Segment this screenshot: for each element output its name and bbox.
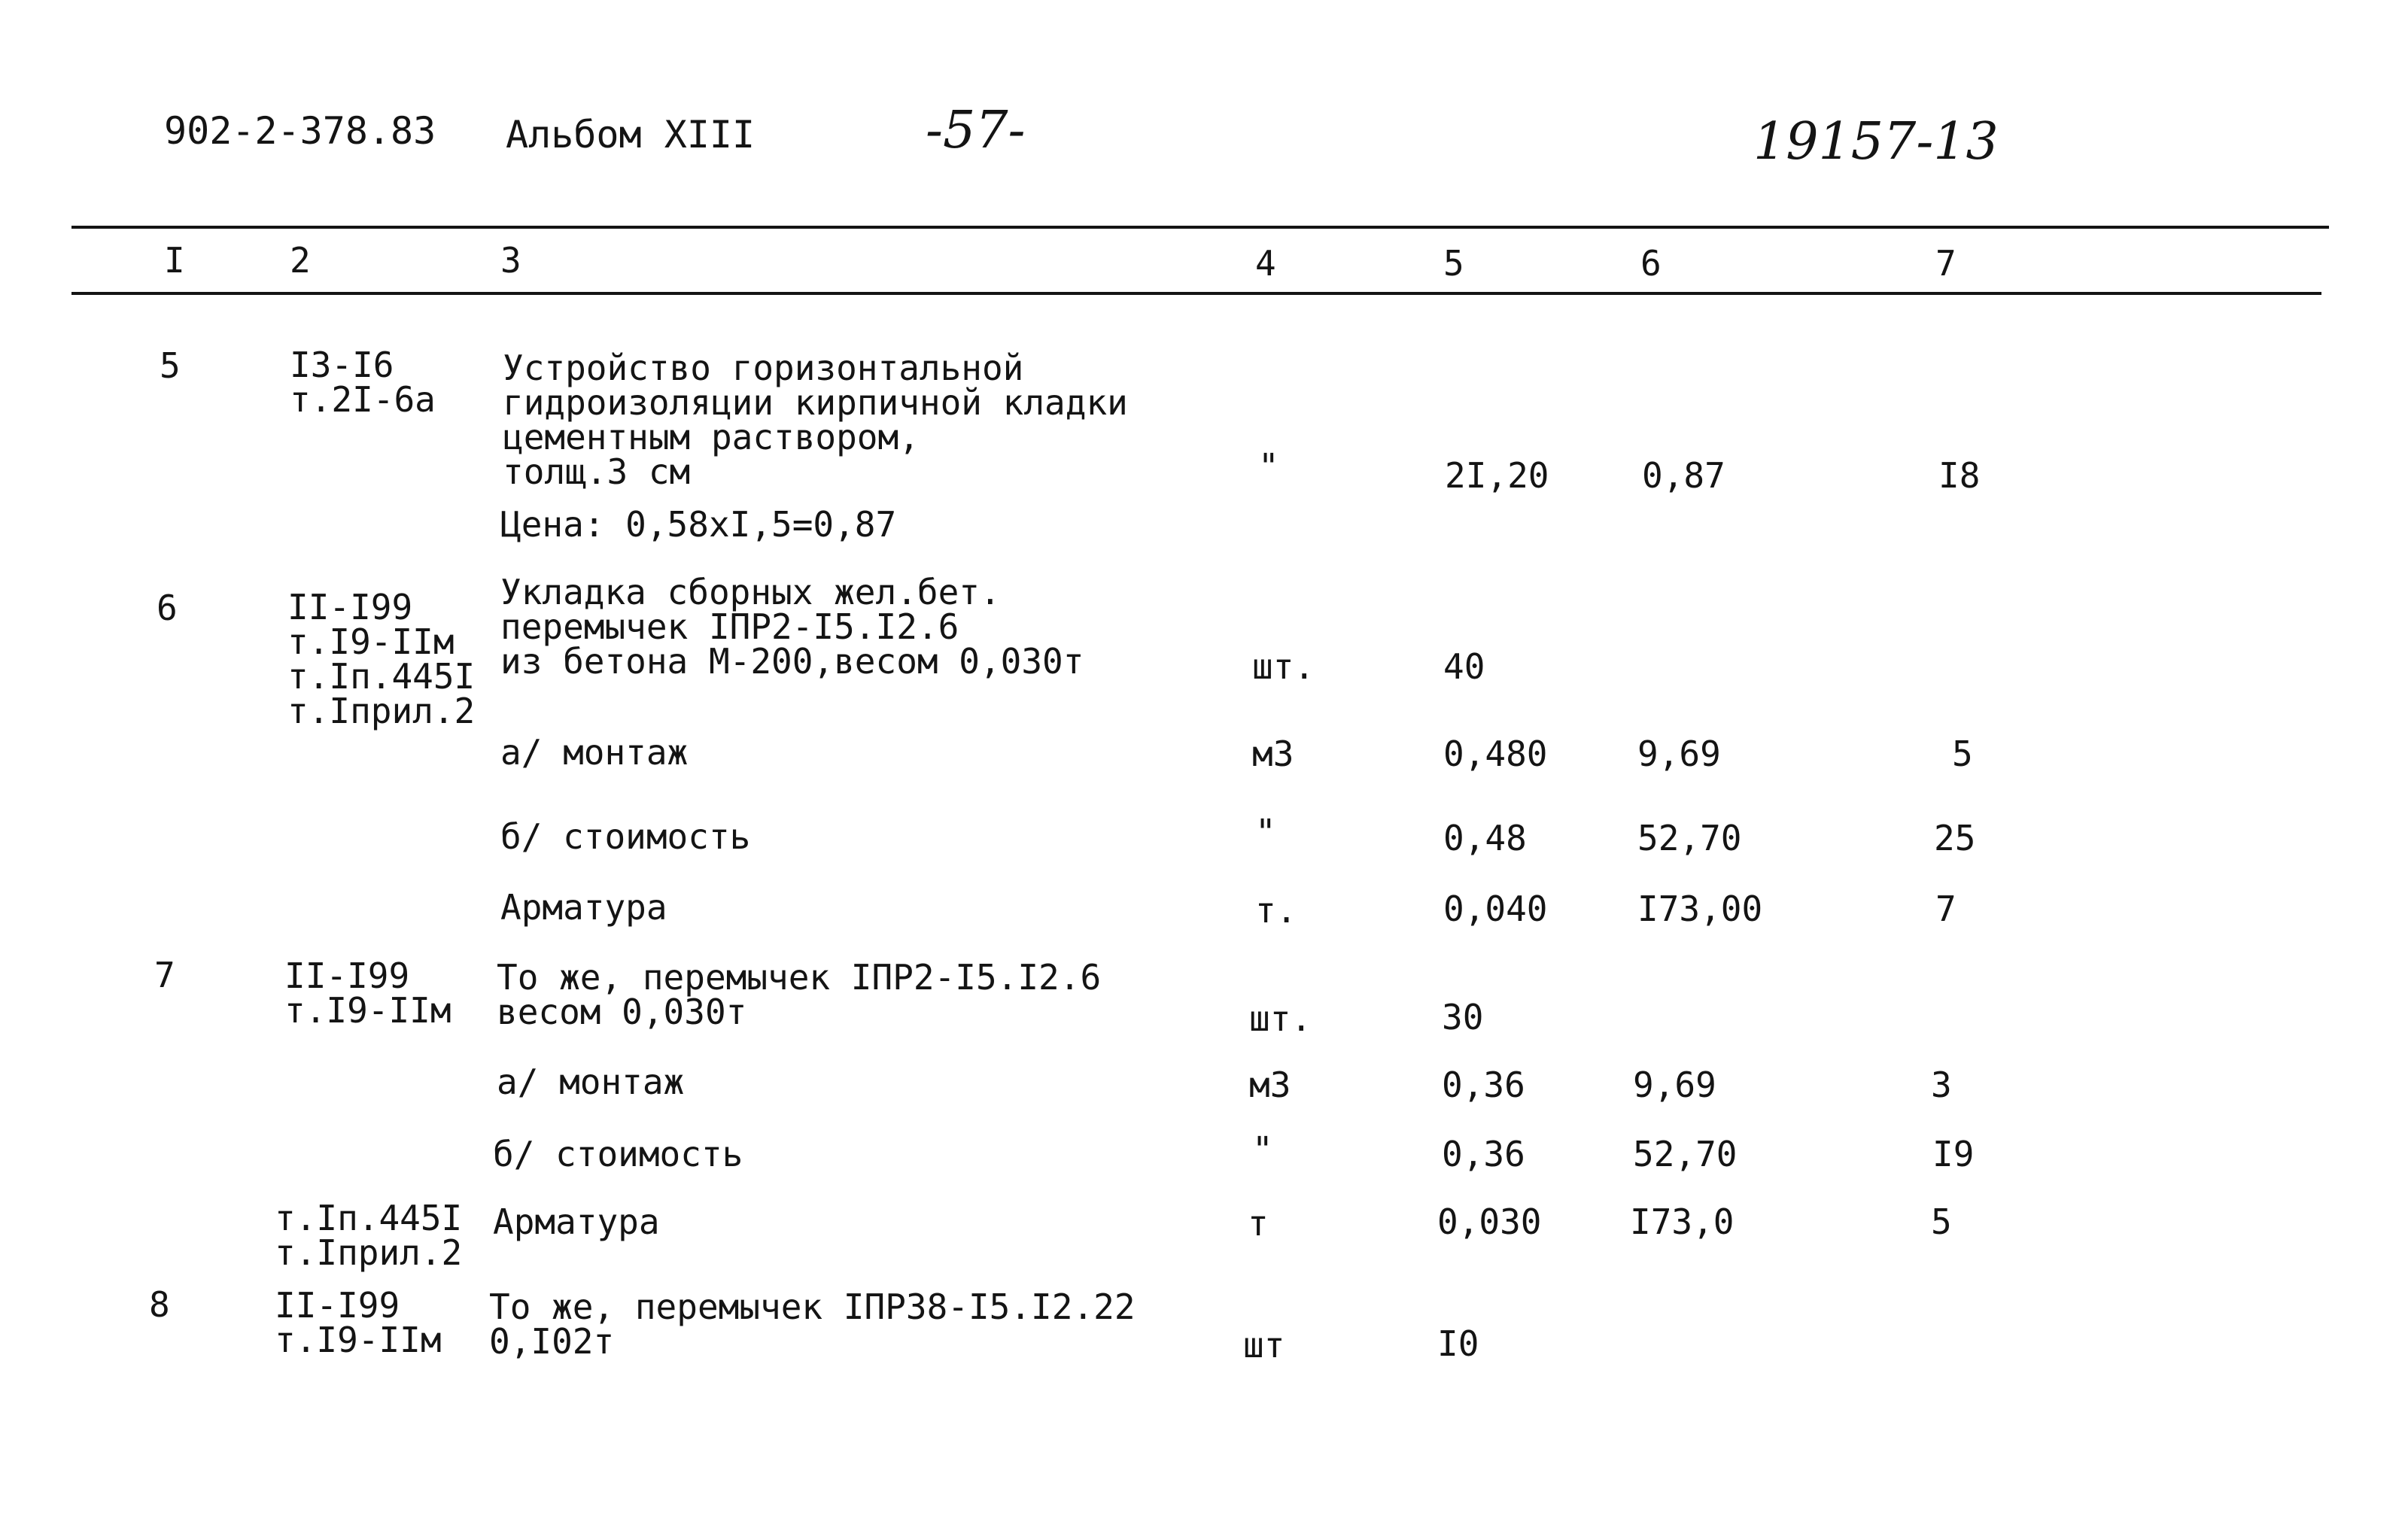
inventory-number: 19157-13 [1753, 112, 1999, 172]
unit-cell: шт [1243, 1325, 1285, 1365]
price-cell: 52,70 [1637, 818, 1742, 858]
sub-item-label: Арматура [493, 1201, 660, 1242]
work-description-line: перемычек IПР2-I5.I2.6 [500, 606, 959, 647]
quantity-cell: 0,36 [1442, 1065, 1525, 1105]
row-number: 5 [160, 345, 181, 386]
work-description-line: весом 0,030т [497, 992, 747, 1032]
work-description-line: толщ.3 см [503, 451, 691, 492]
total-cell: I8 [1938, 455, 1981, 496]
unit-cell: т [1248, 1203, 1269, 1244]
table-top-rule [71, 226, 2329, 229]
quantity-cell: 0,040 [1443, 889, 1548, 929]
price-cell: I73,0 [1630, 1201, 1735, 1242]
column-header-6: 6 [1640, 243, 1662, 284]
quantity-cell: I0 [1437, 1323, 1479, 1364]
page-number: -57- [926, 101, 1026, 160]
norm-reference [275, 1198, 463, 1273]
table-header-rule [71, 292, 2321, 295]
work-description-line: То же, перемычек IПР2-I5.I2.6 [497, 957, 1102, 998]
total-cell: 3 [1931, 1065, 1952, 1105]
norm-reference [284, 955, 451, 1031]
quantity-cell: 0,36 [1442, 1134, 1525, 1174]
quantity-cell: 0,030 [1437, 1201, 1542, 1242]
total-cell: I9 [1932, 1134, 1975, 1174]
quantity-cell: 30 [1442, 997, 1484, 1037]
price-cell: I73,00 [1637, 889, 1763, 929]
column-header-4: 4 [1255, 243, 1276, 284]
column-header-7: 7 [1935, 243, 1956, 284]
sub-item-label: а/ монтаж [500, 732, 689, 773]
row-number: 8 [149, 1284, 170, 1325]
unit-cell: шт. [1249, 998, 1312, 1039]
quantity-cell: 0,480 [1443, 734, 1548, 774]
quantity-cell: 0,48 [1443, 818, 1527, 858]
unit-cell: м3 [1249, 1065, 1291, 1105]
total-cell: 25 [1934, 818, 1976, 858]
document-number: 902-2-378.83 [164, 109, 436, 153]
norm-reference-line: т.Iприл.2 [275, 1232, 463, 1273]
column-header-3: 3 [500, 240, 521, 281]
norm-reference [275, 1285, 442, 1360]
total-cell: 7 [1935, 889, 1956, 929]
price-cell: 52,70 [1633, 1134, 1738, 1174]
work-description-line: Укладка сборных жел.бет. [500, 572, 1001, 612]
sub-item-label: а/ монтаж [497, 1062, 685, 1102]
norm-reference-line: II-I99 [275, 1285, 400, 1326]
work-description [503, 348, 1128, 492]
row-number: 6 [157, 588, 178, 628]
album-label: Альбом XIII [506, 113, 756, 156]
norm-reference-line: II-I99 [284, 955, 410, 996]
row-number: 7 [154, 955, 175, 995]
sub-item-label: б/ стоимость [500, 816, 751, 857]
work-description [500, 572, 1084, 682]
total-cell: 5 [1952, 734, 1973, 774]
work-description-line: Устройство горизонтальной [503, 348, 1024, 388]
sub-item-label: б/ стоимость [493, 1134, 743, 1174]
norm-reference [287, 587, 476, 731]
unit-cell: " [1252, 1129, 1273, 1170]
sub-item-label: Арматура [500, 887, 667, 928]
work-description [489, 1286, 1136, 1362]
norm-reference-line: т.2I-6а [290, 379, 436, 420]
unit-cell: м3 [1252, 734, 1294, 774]
norm-reference-line: т.Iп.445I [275, 1198, 463, 1238]
price-cell: 9,69 [1633, 1065, 1716, 1105]
work-description-line: из бетона М-200,весом 0,030т [500, 641, 1084, 682]
unit-cell: т. [1255, 890, 1297, 931]
quantity-cell: 2I,20 [1445, 455, 1549, 496]
total-cell: 5 [1931, 1201, 1952, 1242]
work-description-line: То же, перемычек IПР38-I5.I2.22 [489, 1286, 1136, 1327]
norm-reference-line: т.Iп.445I [287, 656, 476, 697]
norm-reference-line: т.I9-IIм [275, 1320, 442, 1360]
work-description-line: 0,I02т [489, 1321, 615, 1362]
column-header-1: I [164, 240, 185, 281]
price-cell: 9,69 [1637, 734, 1721, 774]
quantity-cell: 40 [1443, 646, 1485, 687]
price-note: Цена: 0,58xI,5=0,87 [500, 504, 897, 545]
norm-reference-line: т.Iприл.2 [287, 691, 476, 731]
norm-reference-line: II-I99 [287, 587, 413, 627]
norm-reference-line: I3-I6 [290, 345, 394, 385]
unit-cell: " [1255, 812, 1276, 852]
norm-reference [290, 345, 436, 420]
work-description [497, 957, 1102, 1032]
work-description-line: гидроизоляции кирпичной кладки [503, 382, 1128, 423]
unit-cell: " [1258, 446, 1279, 487]
norm-reference-line: т.I9-IIм [284, 990, 451, 1031]
unit-cell: шт. [1252, 646, 1315, 687]
column-header-5: 5 [1443, 243, 1464, 284]
column-header-2: 2 [290, 240, 311, 281]
price-cell: 0,87 [1642, 455, 1725, 496]
norm-reference-line: т.I9-IIм [287, 621, 455, 662]
work-description-line: цементным раствором, [503, 417, 920, 457]
